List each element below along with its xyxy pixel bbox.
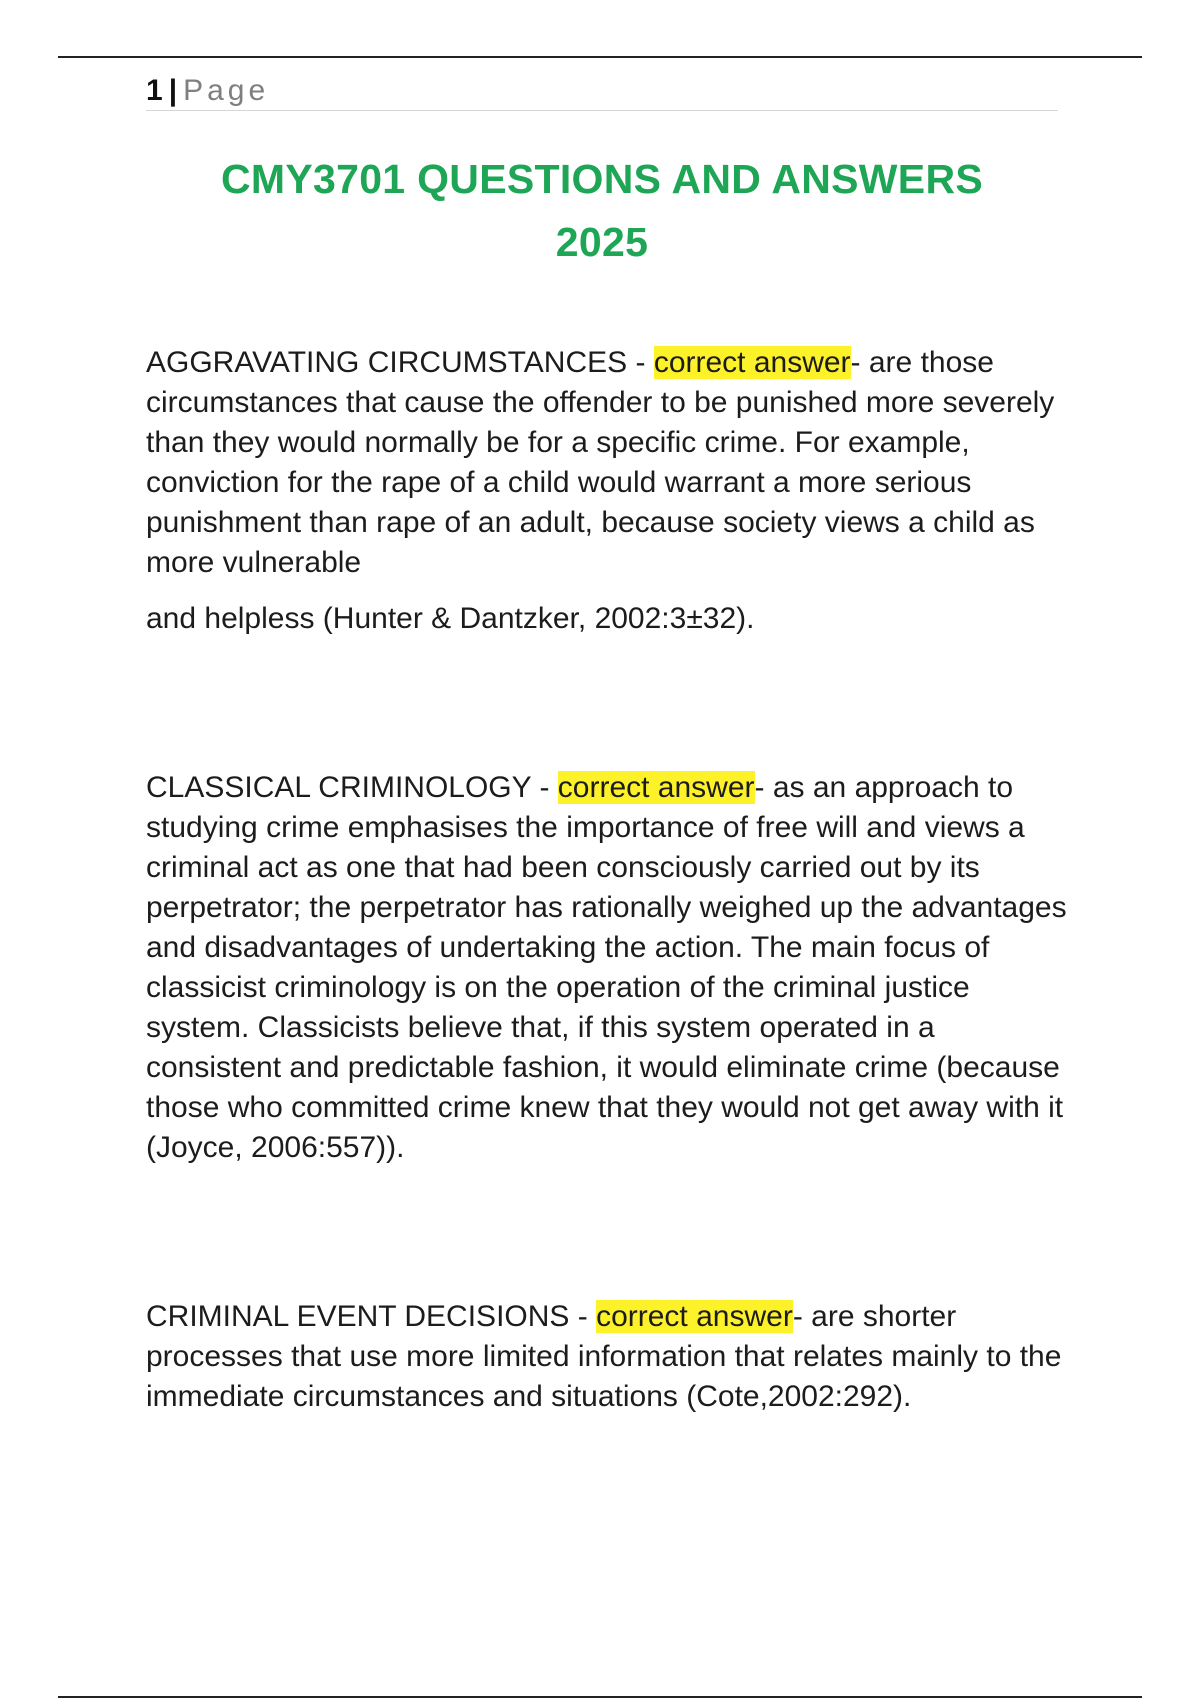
correct-answer-highlight: correct answer <box>596 1300 793 1333</box>
page-header <box>146 72 1058 111</box>
entry-term: AGGRAVATING CIRCUMSTANCES - <box>146 346 654 379</box>
top-rule <box>58 56 1142 58</box>
page-separator: | <box>168 74 178 107</box>
document-title-line-1: CMY3701 QUESTIONS AND ANSWERS <box>220 156 983 202</box>
correct-answer-highlight: correct answer <box>557 771 755 804</box>
document-title <box>146 148 1058 274</box>
entry-definition: - are shorter processes that use more limited information that relates mainly to the immediate circumstances and situations (Cote,2002:292). <box>146 1300 1062 1413</box>
entry-definition: - as an approach to studying crime emphasises the importance of free will and views a criminal act as one that had been consciously carried out by its perpetrator; the perpetrator has rationally weighed up the advantages and disadvantages of undertaking the action. The main focus of classicist criminology is on the operation of the criminal justice system. Classicists believe that, if this system operated in a consistent and predictable fashion, it would eliminate crime (because those who committed crime knew that they would not get away with it (Joyce, 2006:557)). <box>146 771 1067 1164</box>
qa-entry-aggravating-circumstances <box>146 343 1076 639</box>
entry-definition: - are those circumstances that cause the offender to be punished more severely than they would normally be for a specific crime. For example, conviction for the rape of a child would warrant a more serious punishment than rape of an adult, because society views a child as more vulnerable <box>146 346 1055 579</box>
document-title-line-2: 2025 <box>555 219 649 265</box>
entry-term: CRIMINAL EVENT DECISIONS - <box>146 1300 597 1333</box>
qa-entry-classical-criminology <box>146 768 1076 1168</box>
page-number: 1 <box>146 74 163 107</box>
bottom-rule <box>58 1696 1142 1698</box>
correct-answer-highlight: correct answer <box>653 346 851 379</box>
qa-entry-criminal-event-decisions <box>146 1297 1076 1417</box>
entry-term: CLASSICAL CRIMINOLOGY - <box>146 771 558 804</box>
page-label: Page <box>183 74 270 107</box>
entry-continuation: and helpless (Hunter & Dantzker, 2002:3±32). <box>146 602 755 635</box>
